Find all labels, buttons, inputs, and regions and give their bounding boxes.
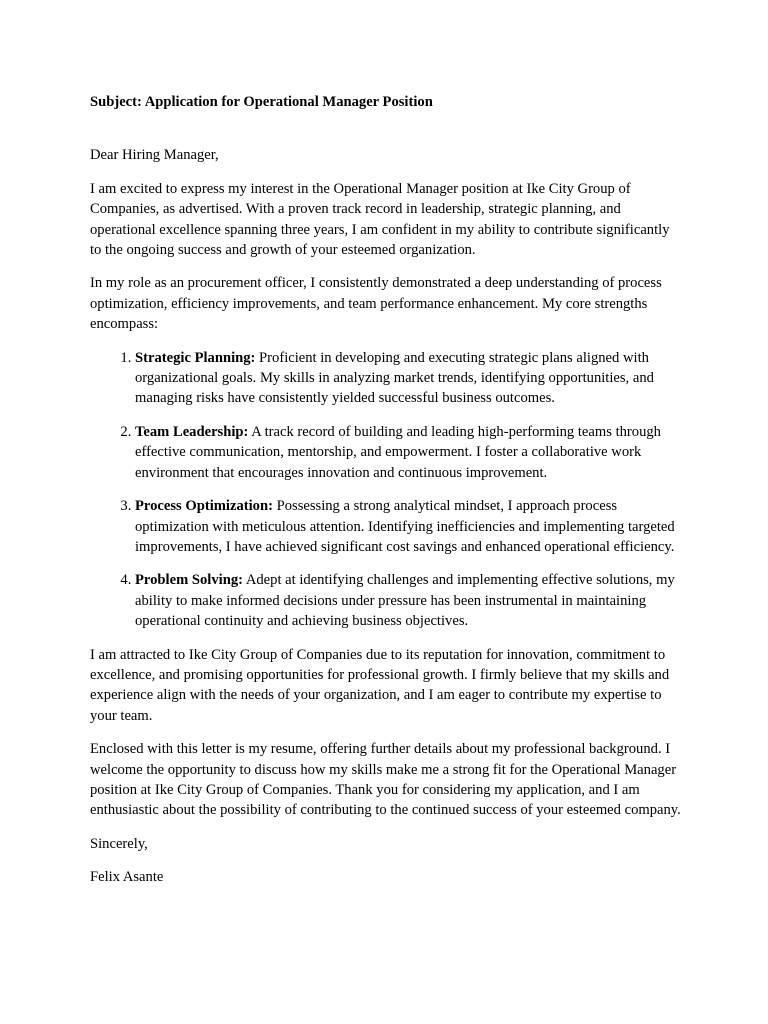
strength-title: Problem Solving:	[135, 572, 243, 589]
intro-paragraph: I am excited to express my interest in the Operational Manager position at Ike City Group of Companies, as advertised. With a proven track record in leadership, strategic planning, and operational excellence spanning three years, I am confident in my ability to contribute significantly to the ongoing success and growth of your esteemed organization.	[90, 180, 670, 259]
enclosure-paragraph: Enclosed with this letter is my resume, offering further details about my professional background. I welcome the opportunity to discuss how my skills make me a strong fit for the Operational Manager position at Ike City Group of Companies. Thank you for considering my application, and I am enthusiastic about the possibility of contributing to the continued success of your esteemed company.	[90, 741, 681, 819]
strengths-list	[90, 348, 682, 632]
strength-title: Team Leadership:	[135, 423, 249, 440]
salutation: Dear Hiring Manager,	[90, 147, 219, 164]
strength-text: Adept at identifying challenges and implementing effective solutions, my ability to make informed decisions under pressure has been instrumental in maintaining operational continuity and achieving business objectives.	[135, 572, 675, 630]
attraction-paragraph: I am attracted to Ike City Group of Companies due to its reputation for innovation, commitment to excellence, and promising opportunities for professional growth. I firmly believe that my skills and experience align with the needs of your organization, and I am eager to contribute my expertise to your team.	[90, 646, 670, 724]
role-paragraph: In my role as an procurement officer, I consistently demonstrated a deep understanding of process optimization, efficiency improvements, and team performance enhancement. My core strengths encompass:	[90, 275, 662, 333]
strength-title: Process Optimization:	[135, 498, 273, 515]
strength-title: Strategic Planning:	[135, 349, 256, 366]
letter-subject: Subject: Application for Operational Manager Position	[90, 94, 433, 110]
strength-item	[135, 496, 682, 557]
strength-text: Possessing a strong analytical mindset, I approach process optimization with meticulous attention. Identifying inefficiencies and implementing targeted improvements, I have achieved significant cost savings and enhanced operational efficiency.	[135, 498, 675, 555]
closing: Sincerely,	[90, 835, 148, 852]
strength-item	[135, 570, 682, 631]
signature: Felix Asante	[90, 869, 164, 886]
strength-text: Proficient in developing and executing strategic plans aligned with organizational goals. My skills in analyzing market trends, identifying opportunities, and managing risks have consistently yielded successful business outcomes.	[135, 349, 654, 407]
strength-text: A track record of building and leading high-performing teams through effective communication, mentorship, and empowerment. I foster a collaborative work environment that encourages innovation and continuous improvement.	[135, 423, 661, 481]
cover-letter	[90, 92, 682, 888]
strength-item	[135, 348, 682, 409]
strength-item	[135, 422, 682, 483]
